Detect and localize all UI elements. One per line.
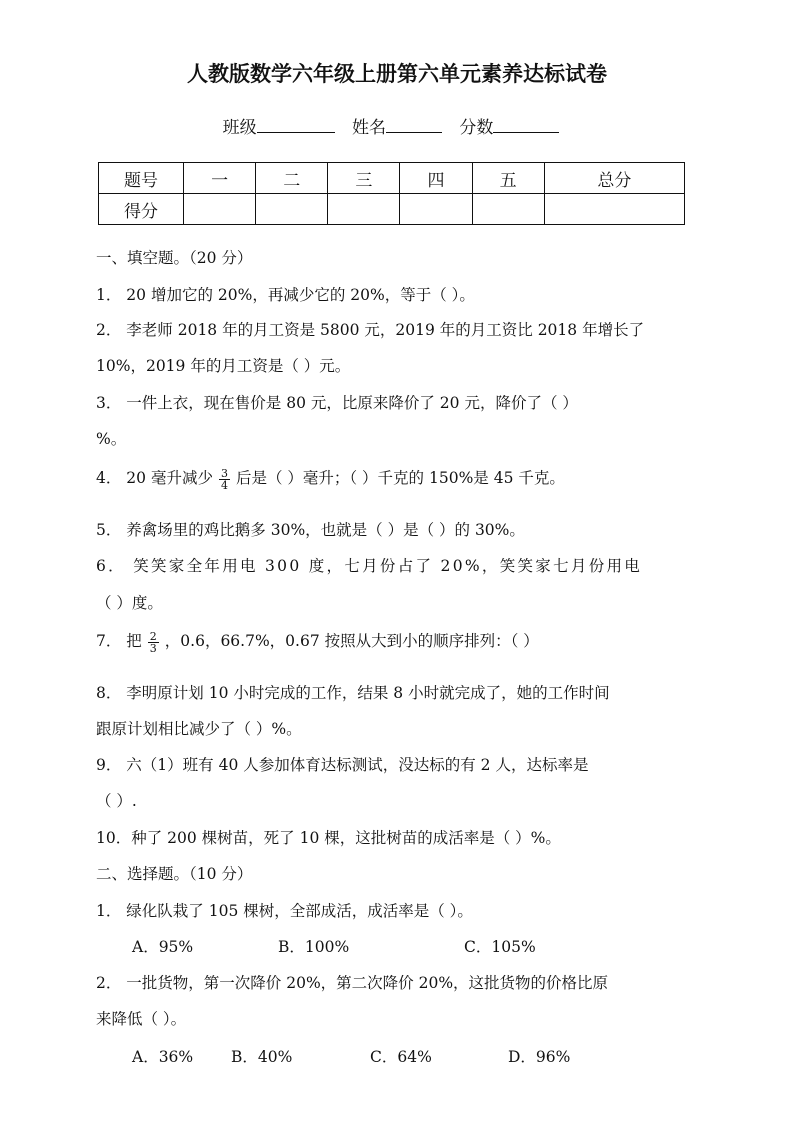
score-table-score-row bbox=[99, 194, 685, 225]
question-7-text-a: 7． 把 bbox=[96, 632, 142, 650]
choice-option-b: B．100% bbox=[278, 938, 350, 956]
choice-question-2-line1: 2． 一批货物，第一次降价 20%，第二次降价 20%，这批货物的价格比原 bbox=[96, 974, 609, 992]
fraction-numerator: 3 bbox=[220, 466, 228, 480]
question-6-line2: （ ）度。 bbox=[96, 594, 163, 612]
fraction-denominator: 3 bbox=[149, 641, 157, 655]
question-7 bbox=[96, 629, 539, 654]
section1-heading: 一、填空题。（20 分） bbox=[96, 249, 253, 267]
question-1: 1． 20 增加它的 20%，再减少它的 20%，等于（ ）。 bbox=[96, 286, 475, 304]
score-input-cell bbox=[328, 194, 400, 225]
choice-question-2-line2: 来降低（ ）。 bbox=[96, 1010, 187, 1028]
question-4 bbox=[96, 466, 565, 491]
question-4-text-b: 后是（ ）毫升；（ ）千克的 150%是 45 千克。 bbox=[235, 469, 565, 487]
score-table bbox=[98, 162, 685, 225]
score-input-cell bbox=[472, 194, 544, 225]
score-blank bbox=[493, 116, 559, 133]
fraction bbox=[219, 468, 230, 491]
score-table-cell: 一 bbox=[184, 163, 256, 194]
score-table-cell: 二 bbox=[256, 163, 328, 194]
question-5: 5． 养禽场里的鸡比鹅多 30%，也就是（ ）是（ ）的 30%。 bbox=[96, 521, 525, 539]
score-input-cell bbox=[400, 194, 472, 225]
class-label: 班级 bbox=[222, 118, 257, 138]
score-table-cell: 题号 bbox=[99, 163, 184, 194]
name-blank bbox=[386, 116, 442, 133]
choice-option-c: C．105% bbox=[464, 938, 536, 956]
score-input-cell bbox=[184, 194, 256, 225]
choice-option-d: D．96% bbox=[508, 1048, 571, 1066]
question-8-line1: 8． 李明原计划 10 小时完成的工作，结果 8 小时就完成了，她的工作时间 bbox=[96, 684, 610, 702]
question-4-text-a: 4． 20 毫升减少 bbox=[96, 469, 213, 487]
question-10: 10．种了 200 棵树苗，死了 10 棵，这批树苗的成活率是（ ）%。 bbox=[96, 829, 561, 847]
score-table-cell: 三 bbox=[328, 163, 400, 194]
fraction bbox=[148, 631, 159, 654]
name-label: 姓名 bbox=[352, 118, 386, 138]
score-table-cell: 五 bbox=[472, 163, 544, 194]
score-label: 分数 bbox=[459, 118, 494, 138]
question-9-line1: 9． 六（1）班有 40 人参加体育达标测试，没达标的有 2 人，达标率是 bbox=[96, 756, 589, 774]
question-3-line2: %。 bbox=[96, 430, 127, 448]
question-7-text-b: ，0.6，66.7%，0.67 按照从大到小的顺序排列：（ ） bbox=[164, 632, 539, 650]
score-input-cell bbox=[544, 194, 684, 225]
score-table-cell: 总分 bbox=[544, 163, 684, 194]
question-9-line2: （ ）. bbox=[96, 792, 137, 810]
question-8-line2: 跟原计划相比减少了（ ）%。 bbox=[96, 720, 302, 738]
score-input-cell bbox=[256, 194, 328, 225]
fraction-denominator: 4 bbox=[220, 478, 228, 492]
section2-heading: 二、选择题。（10 分） bbox=[96, 865, 253, 883]
choice-question-1: 1． 绿化队栽了 105 棵树，全部成活，成活率是（ ）。 bbox=[96, 902, 473, 920]
student-info-row bbox=[0, 113, 794, 138]
question-2-line1: 2． 李老师 2018 年的月工资是 5800 元，2019 年的月工资比 2018 年增长了 bbox=[96, 321, 645, 339]
class-blank bbox=[257, 116, 335, 133]
question-3-line1: 3． 一件上衣，现在售价是 80 元，比原来降价了 20 元，降价了（ ） bbox=[96, 394, 578, 412]
score-table-cell: 得分 bbox=[99, 194, 184, 225]
question-6-line1: 6． 笑笑家全年用电 300 度，七月份占了 20%，笑笑家七月份用电 bbox=[96, 557, 643, 575]
choice-option-b: B．40% bbox=[231, 1048, 293, 1066]
score-table-cell: 四 bbox=[400, 163, 472, 194]
choice-option-a: A．36% bbox=[132, 1048, 194, 1066]
question-2-line2: 10%，2019 年的月工资是（ ）元。 bbox=[96, 357, 351, 375]
fraction-numerator: 2 bbox=[149, 629, 157, 643]
score-table-header-row bbox=[99, 163, 685, 194]
page-title: 人教版数学六年级上册第六单元素养达标试卷 bbox=[187, 62, 607, 86]
choice-option-a: A．95% bbox=[132, 938, 194, 956]
choice-option-c: C．64% bbox=[370, 1048, 432, 1066]
